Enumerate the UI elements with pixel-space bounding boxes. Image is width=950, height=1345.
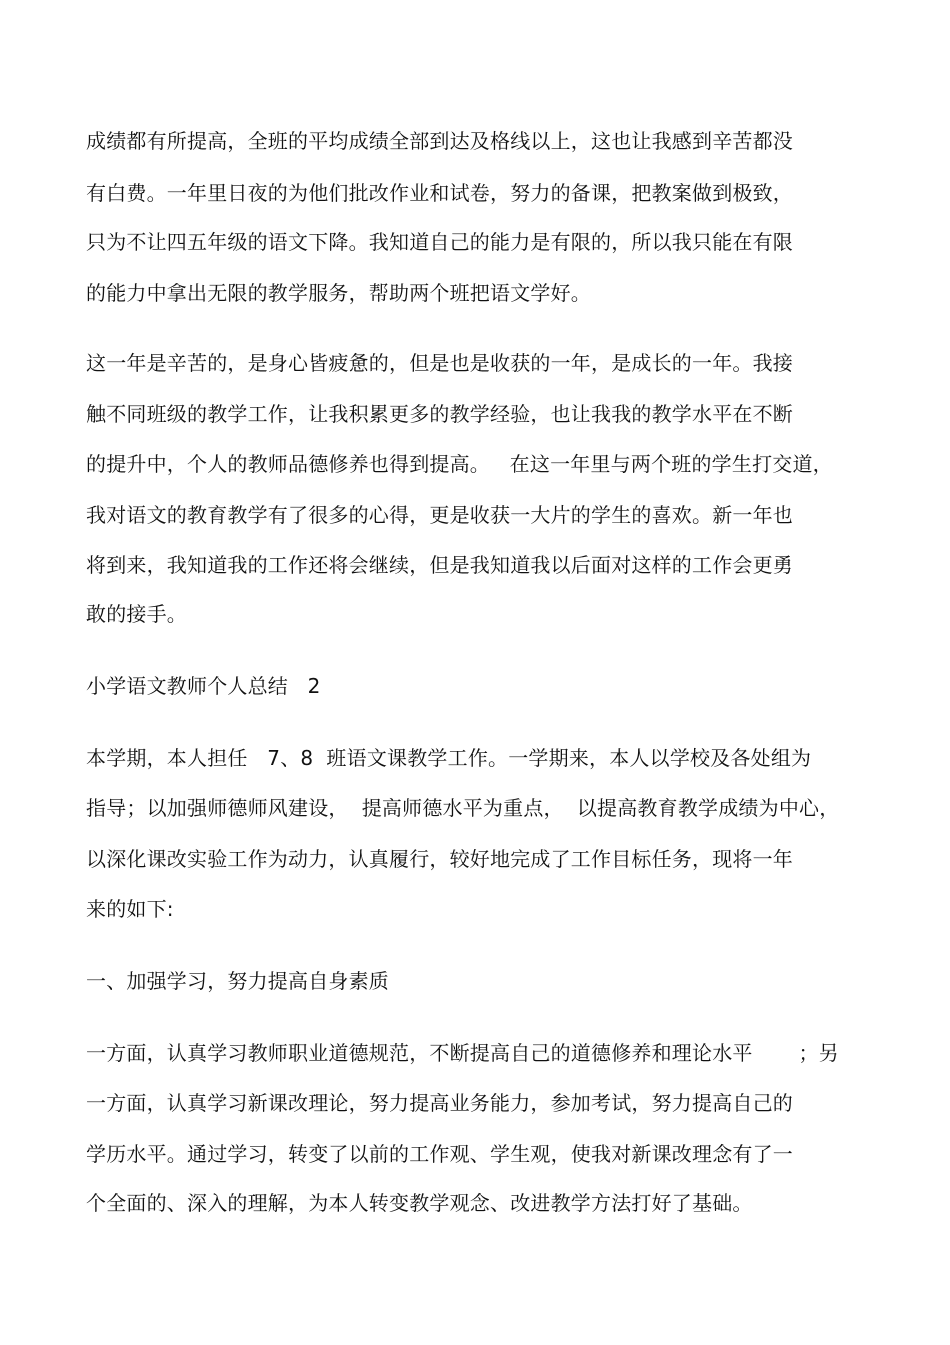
- heading: 一、加强学习，努力提高自身素质: [86, 969, 389, 993]
- section-title: 小学语文教师个人总结 2: [86, 674, 321, 698]
- text-line: 将到来，我知道我的工作还将会继续，但是我知道我以后面对这样的工作会更勇: [86, 553, 793, 577]
- text-line: 的能力中拿出无限的教学服务，帮助两个班把语文学好。: [86, 281, 591, 305]
- text-line: 来的如下:: [86, 897, 174, 921]
- text-line: 一方面，认真学习教师职业道德规范，不断提高自己的道德修养和理论水平 ；另: [86, 1041, 839, 1065]
- text-line: 本学期，本人担任 7、8 班语文课教学工作。一学期来，本人以学校及各处组为: [86, 746, 812, 770]
- text-line: 触不同班级的教学工作，让我积累更多的教学经验，也让我我的教学水平在不断: [86, 402, 793, 426]
- text-line: 以深化课改实验工作为动力，认真履行，较好地完成了工作目标任务，现将一年: [86, 847, 793, 871]
- text-line: 我对语文的教育教学有了很多的心得，更是收获一大片的学生的喜欢。新一年也: [86, 503, 793, 527]
- text-line: 一方面，认真学习新课改理论，努力提高业务能力，参加考试，努力提高自己的: [86, 1091, 793, 1115]
- text-line: 指导；以加强师德师风建设， 提高师德水平为重点， 以提高教育教学成绩为中心，: [86, 796, 840, 820]
- text-line: 敢的接手。: [86, 602, 187, 626]
- text-line: 成绩都有所提高，全班的平均成绩全部到达及格线以上，这也让我感到辛苦都没: [86, 129, 793, 153]
- text-line: 学历水平。通过学习，转变了以前的工作观、学生观，使我对新课改理念有了一: [86, 1142, 793, 1166]
- text-line: 这一年是辛苦的，是身心皆疲惫的，但是也是收获的一年，是成长的一年。我接: [86, 351, 793, 375]
- text-line: 个全面的、深入的理解，为本人转变教学观念、改进教学方法打好了基础。: [86, 1191, 753, 1215]
- text-line: 只为不让四五年级的语文下降。我知道自己的能力是有限的，所以我只能在有限: [86, 230, 793, 254]
- text-line: 有白费。一年里日夜的为他们批改作业和试卷，努力的备课，把教案做到极致，: [86, 181, 793, 205]
- text-line: 的提升中，个人的教师品德修养也得到提高。 在这一年里与两个班的学生打交道，: [86, 452, 833, 476]
